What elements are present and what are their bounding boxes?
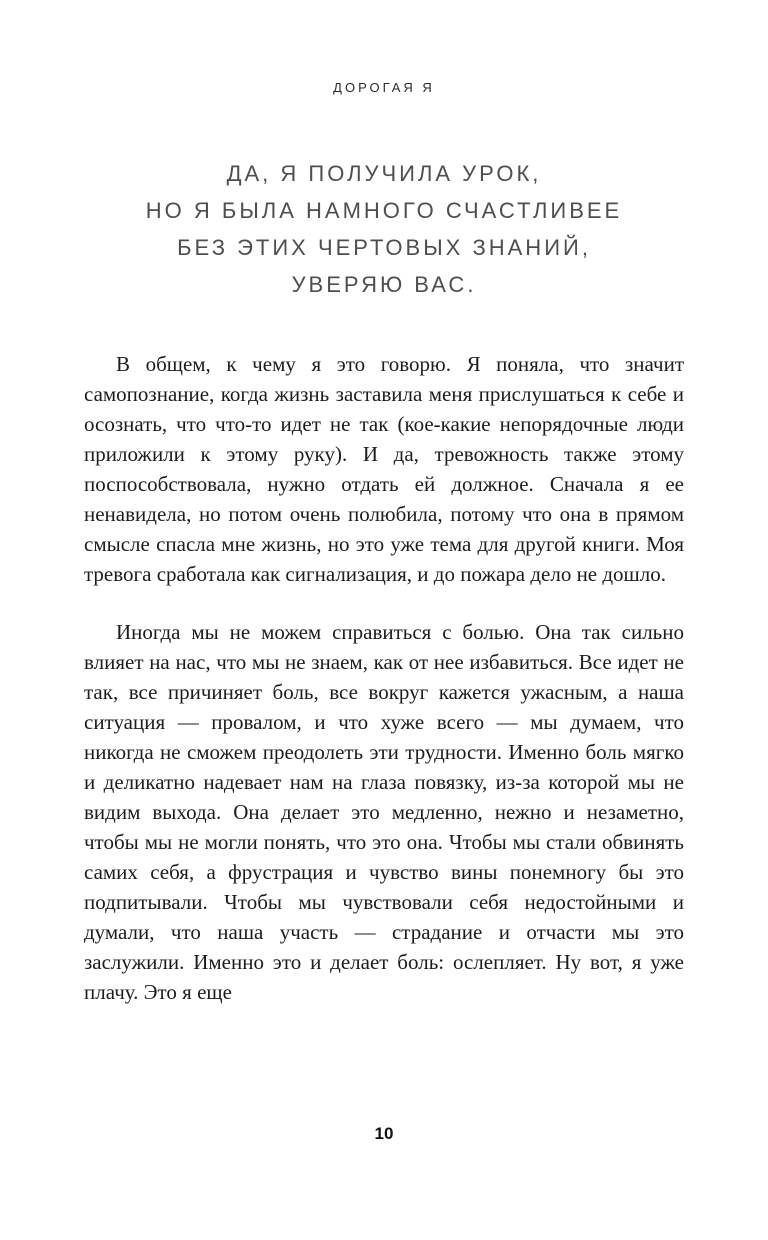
body-text [84, 349, 684, 1007]
heading-line: БЕЗ ЭТИХ ЧЕРТОВЫХ ЗНАНИЙ, [177, 235, 591, 260]
page-number: 10 [374, 1124, 394, 1143]
running-head: ДОРОГАЯ Я [333, 80, 435, 95]
heading-line: НО Я БЫЛА НАМНОГО СЧАСТЛИВЕЕ [145, 198, 623, 223]
heading-line: ДА, Я ПОЛУЧИЛА УРОК, [226, 161, 542, 186]
body-paragraph: Иногда мы не можем справиться с болью. Она так сильно влияет на нас, что мы не знаем, как от нее избавиться. Все идет не так, все причиняет боль, все вокруг кажется ужасным, а наша ситуация — провалом, и что хуже всего — мы думаем, что никогда не сможем преодолеть эти трудности. Именно боль мягко и деликатно надевает нам на глаза повязку, из-за которой мы не видим выхода. Она делает это медленно, нежно и незаметно, чтобы мы не могли понять, что это она. Чтобы мы стали обвинять самих себя, а фрустрация и чувство вины понемногу бы это подпитывали. Чтобы мы чувствовали себя недостойными и думали, что наша участь — страдание и отчасти мы это заслужили. Именно это и делает боль: ослепляет. Ну вот, я уже плачу. Это я еще [84, 620, 684, 1004]
body-paragraph: В общем, к чему я это говорю. Я поняла, что значит самопознание, когда жизнь заставила меня прислушаться к себе и осознать, что что-то идет не так (кое-какие непорядочные люди приложили к этому руку). И да, тревожность также этому поспособствовала, нужно отдать ей должное. Сначала я ее ненавидела, но потом очень полюбила, потому что она в прямом смысле спасла мне жизнь, но это уже тема для другой книги. Моя тревога сработала как сигнализация, и до пожара дело не дошло. [84, 352, 684, 586]
chapter-heading [84, 155, 684, 303]
heading-line: УВЕРЯЮ ВАС. [291, 272, 477, 297]
